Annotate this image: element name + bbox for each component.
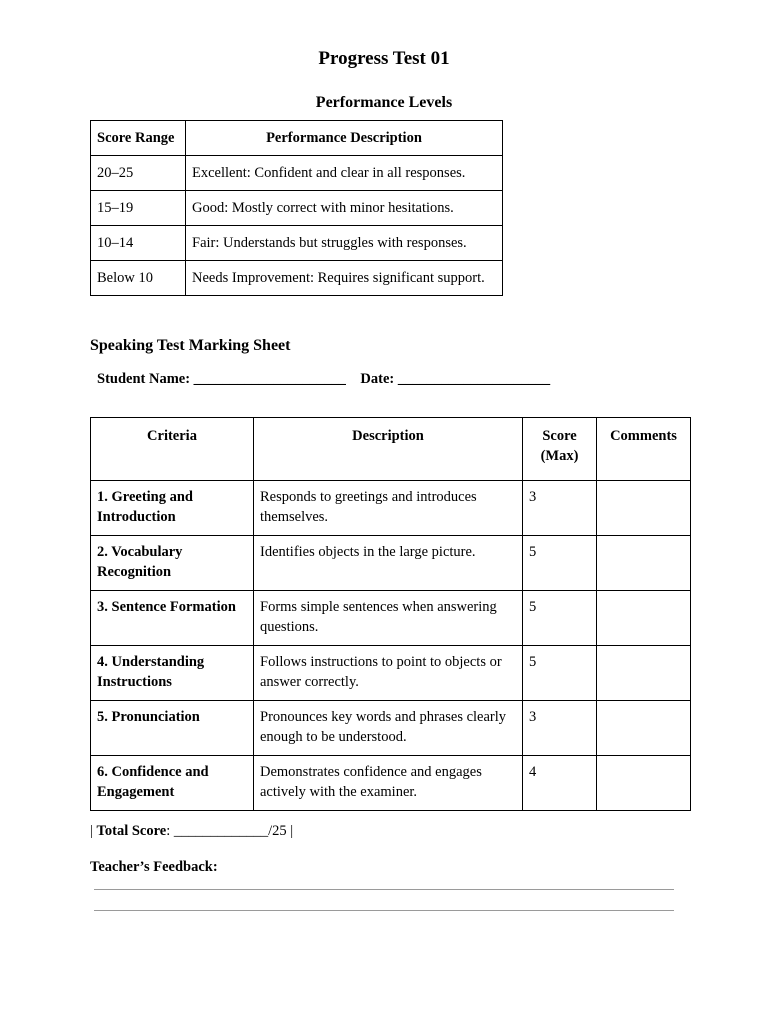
column-header: Score (Max) [523,418,597,481]
description-cell: Identifies objects in the large picture. [254,536,523,591]
table-header-row [91,418,691,481]
page-title: Progress Test 01 [318,48,450,69]
table-row [91,156,503,191]
criteria-cell: 3. Sentence Formation [91,591,254,646]
score-range-cell: 15–19 [91,191,186,226]
score-cell: 3 [523,481,597,536]
score-cell: 5 [523,591,597,646]
description-cell: Forms simple sentences when answering questions. [254,591,523,646]
description-cell: Fair: Understands but struggles with responses. [186,226,503,261]
table-header-row [91,121,503,156]
description-cell: Responds to greetings and introduces themselves. [254,481,523,536]
total-prefix: | [90,823,97,839]
table-row [91,701,691,756]
score-range-cell: 10–14 [91,226,186,261]
total-score-label: Total Score [96,823,167,839]
column-header: Description [254,418,523,481]
table-row [91,646,691,701]
criteria-cell: 4. Understanding Instructions [91,646,254,701]
column-header: Criteria [91,418,254,481]
description-cell: Excellent: Confident and clear in all responses. [186,156,503,191]
table-row [91,756,691,811]
score-cell: 5 [523,536,597,591]
feedback-line [94,910,674,911]
column-header: Score Range [91,121,186,156]
criteria-cell: 6. Confidence and Engagement [91,756,254,811]
comments-cell [597,536,691,591]
description-cell: Good: Mostly correct with minor hesitations. [186,191,503,226]
description-cell: Follows instructions to point to objects or answer correctly. [254,646,523,701]
column-header: Performance Description [186,121,503,156]
comments-cell [597,481,691,536]
student-name-blank: _____________________ [193,371,346,387]
score-range-cell: Below 10 [91,261,186,296]
description-cell: Pronounces key words and phrases clearly enough to be understood. [254,701,523,756]
feedback-line [94,889,674,890]
comments-cell [597,646,691,701]
score-cell: 5 [523,646,597,701]
student-name-label: Student Name: [97,371,191,387]
performance-heading: Performance Levels [315,94,453,111]
description-cell: Demonstrates confidence and engages actively with the examiner. [254,756,523,811]
total-score-line [90,823,293,840]
criteria-cell: 5. Pronunciation [91,701,254,756]
comments-cell [597,591,691,646]
criteria-cell: 1. Greeting and Introduction [91,481,254,536]
score-cell: 3 [523,701,597,756]
total-score-blank: : _____________/25 | [166,823,294,839]
table-row [91,261,503,296]
table-row [91,481,691,536]
table-row [91,536,691,591]
comments-cell [597,701,691,756]
teacher-feedback-label: Teacher’s Feedback: [90,859,218,875]
date-blank: _____________________ [397,371,551,387]
date-label: Date: [360,371,395,387]
column-header: Comments [597,418,691,481]
description-cell: Needs Improvement: Requires significant support. [186,261,503,296]
marking-sheet-heading: Speaking Test Marking Sheet [90,337,291,354]
table-row [91,191,503,226]
performance-table [90,120,503,296]
table-row [91,226,503,261]
marking-table [90,417,691,811]
table-row [91,591,691,646]
score-range-cell: 20–25 [91,156,186,191]
comments-cell [597,756,691,811]
criteria-cell: 2. Vocabulary Recognition [91,536,254,591]
student-info-line [97,371,550,388]
score-cell: 4 [523,756,597,811]
